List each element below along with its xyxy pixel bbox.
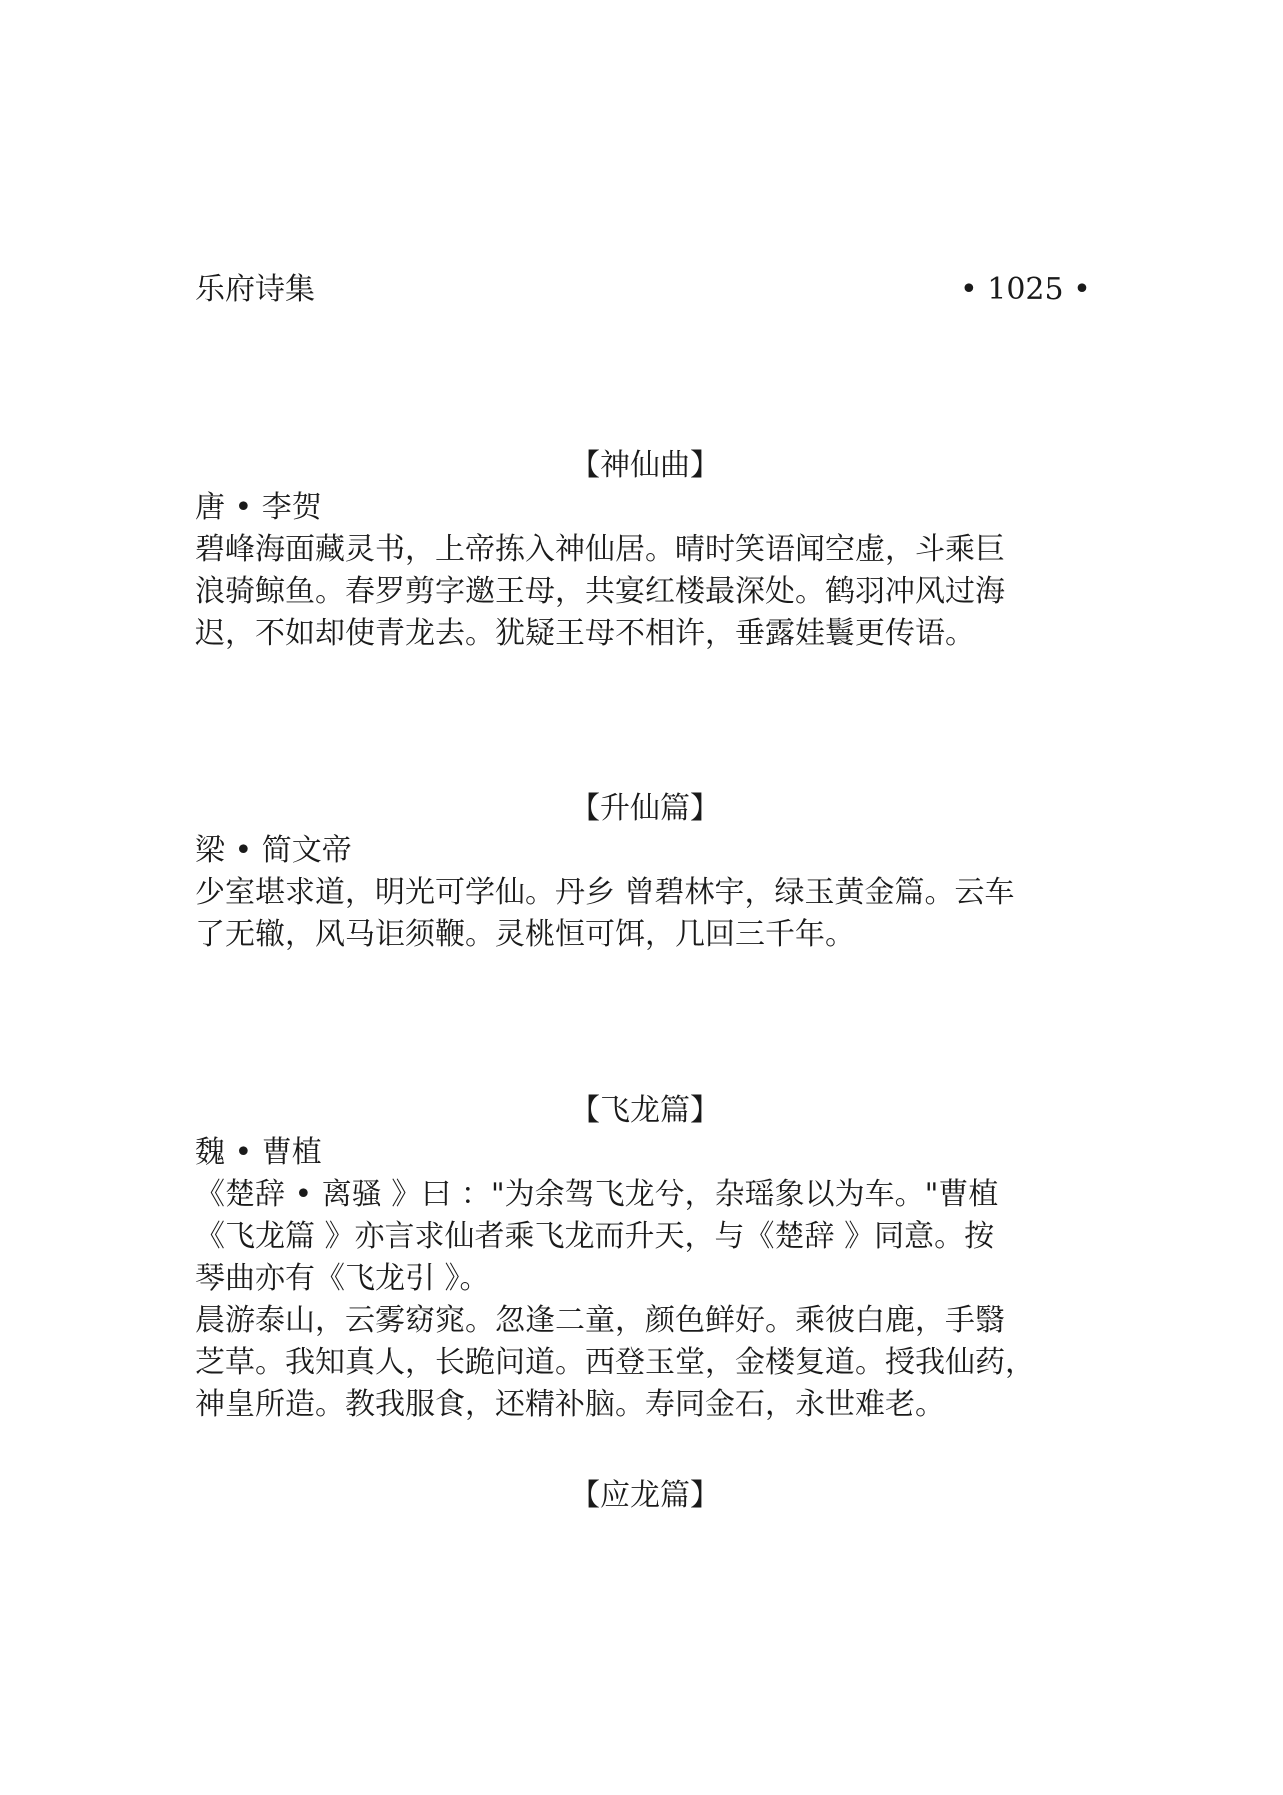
poem-line: 神皇所造。教我服食，还精补脑。寿同金石，永世难老。 <box>195 1387 945 1422</box>
poem-title: 【神仙曲】 <box>570 448 720 483</box>
poem-section <box>195 445 1095 655</box>
poem-author: 梁 • 简文帝 <box>195 833 352 868</box>
poem-line: 碧峰海面藏灵书，上帝拣入神仙居。晴时笑语闻空虚，斗乘巨 <box>195 532 1005 567</box>
poem-line: 晨游泰山，云雾窈窕。忽逢二童，颜色鲜好。乘彼白鹿，手翳 <box>195 1303 1005 1338</box>
poem-line: 芝草。我知真人，长跪问道。西登玉堂，金楼复道。授我仙药， <box>195 1345 1035 1380</box>
page-number: • 1025 • <box>960 272 1091 307</box>
poem-preface-line: 琴曲亦有《飞龙引 》。 <box>195 1261 490 1296</box>
poem-section <box>195 788 1095 956</box>
poem-line: 了无辙，风马讵须鞭。灵桃恒可饵，几回三千年。 <box>195 917 855 952</box>
poem-line: 迟，不如却使青龙去。犹疑王母不相许，垂露娃鬟更传语。 <box>195 616 975 651</box>
poem-line: 浪骑鲸鱼。春罗剪字邀王母，共宴红楼最深处。鹤羽冲风过海 <box>195 574 1005 609</box>
poem-line: 少室堪求道，明光可学仙。丹乡 曾碧林宇，绿玉黄金篇。云车 <box>195 875 1015 910</box>
page-header-book-title: 乐府诗集 <box>195 272 315 307</box>
poem-preface-line: 《楚辞 • 离骚 》曰 ："为余驾飞龙兮，杂瑶象以为车。"曹植 <box>195 1177 999 1212</box>
poem-title: 【飞龙篇】 <box>570 1093 720 1128</box>
poem-title: 【升仙篇】 <box>570 791 720 826</box>
poem-author: 唐 • 李贺 <box>195 490 322 525</box>
poem-section <box>195 1090 1095 1426</box>
poem-preface-line: 《飞龙篇 》亦言求仙者乘飞龙而升天，与《楚辞 》同意。按 <box>195 1219 995 1254</box>
poem-title: 【应龙篇】 <box>570 1478 720 1513</box>
poem-author: 魏 • 曹植 <box>195 1135 322 1170</box>
poem-section <box>195 1475 1095 1517</box>
